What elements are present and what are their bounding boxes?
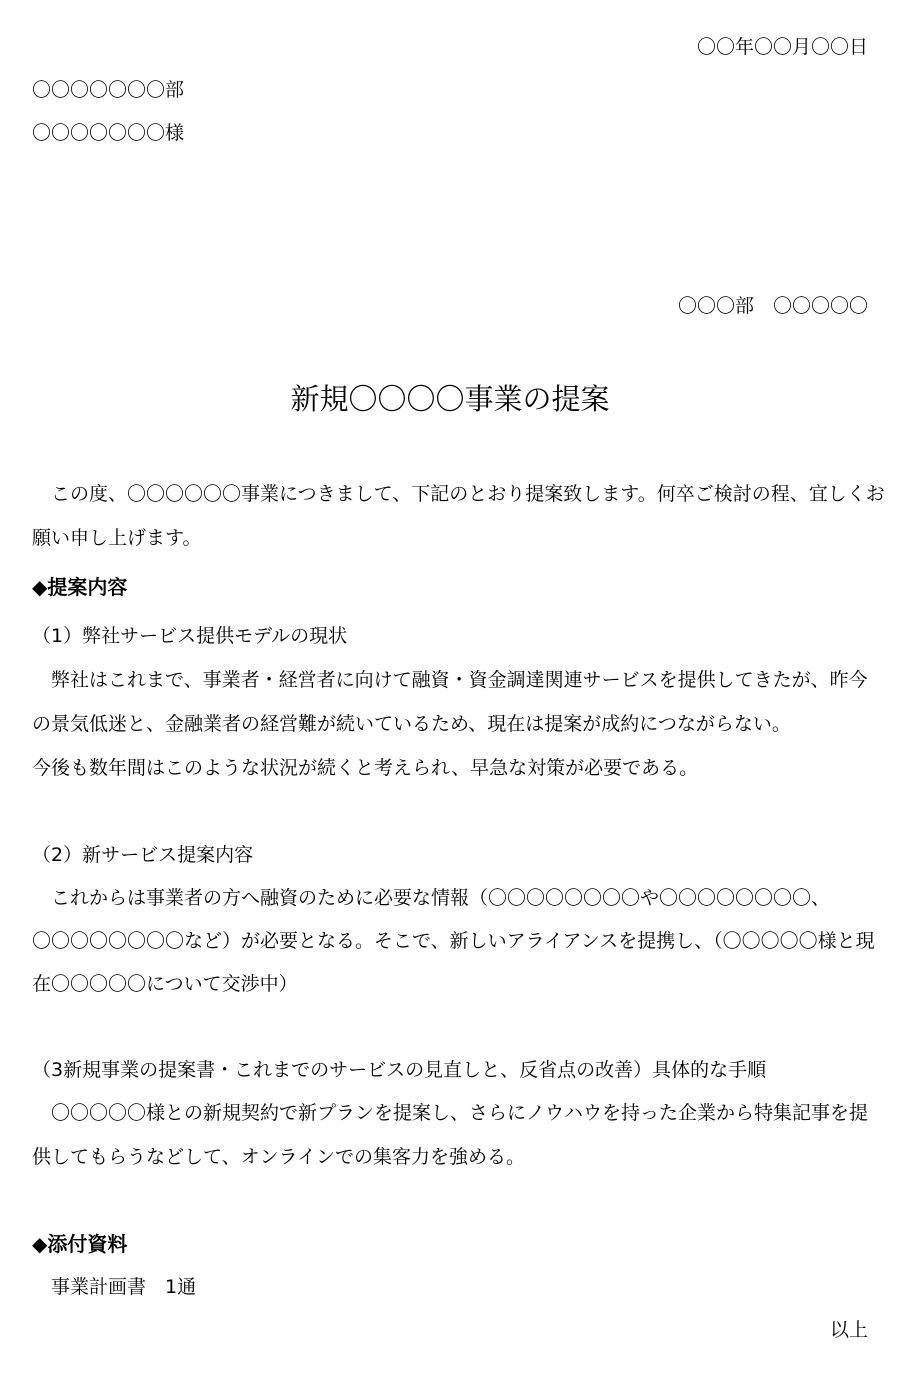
item-2-line-3: 在〇〇〇〇〇について交渉中） [32, 973, 298, 995]
closing-text: 以上 [829, 1319, 868, 1341]
item-2-title: （2）新サービス提案内容 [32, 844, 254, 866]
sender-line: 〇〇〇部 〇〇〇〇〇 [677, 295, 868, 317]
item-3-title: （3新規事業の提案書・これまでのサービスの見直しと、反省点の改善）具体的な手順 [32, 1059, 767, 1081]
item-3-line-2: 供してもらうなどして、オンラインでの集客力を強める。 [32, 1146, 526, 1168]
item-2-line-1: これからは事業者の方へ融資のために必要な情報（〇〇〇〇〇〇〇〇や〇〇〇〇〇〇〇〇、 [32, 887, 831, 909]
item-1-title: （1）弊社サービス提供モデルの現状 [32, 625, 348, 647]
recipient-department: 〇〇〇〇〇〇〇部 [32, 79, 185, 101]
item-1-line-2: の景気低迷と、金融業者の経営難が続いているため、現在は提案が成約につながらない。 [32, 713, 791, 735]
item-2-line-2: 〇〇〇〇〇〇〇〇など）が必要となる。そこで、新しいアライアンスを提携し、（〇〇〇〇〇様と現 [32, 930, 875, 952]
attachment-item: 事業計画書 1通 [32, 1276, 197, 1298]
section-heading-attachments: ◆添付資料 [32, 1232, 128, 1256]
section-heading-proposal: ◆提案内容 [32, 575, 128, 599]
item-3-line-1: 〇〇〇〇〇様との新規契約で新プランを提案し、さらにノウハウを持った企業から特集記事を提 [32, 1102, 869, 1124]
document-title: 新規〇〇〇〇事業の提案 [290, 382, 610, 416]
item-1-line-1: 弊社はこれまで、事業者・経営者に向けて融資・資金調達関連サービスを提供してきたが、昨今 [32, 669, 868, 691]
intro-line-1: この度、〇〇〇〇〇〇事業につきまして、下記のとおり提案致します。何卒ご検討の程、宜しくお [32, 483, 885, 505]
recipient-name: 〇〇〇〇〇〇〇様 [32, 122, 185, 144]
intro-line-2: 願い申し上げます。 [32, 527, 202, 549]
document-date: 〇〇年〇〇月〇〇日 [696, 36, 868, 58]
item-1-line-3: 今後も数年間はこのような状況が続くと考えられ、早急な対策が必要である。 [32, 757, 699, 779]
